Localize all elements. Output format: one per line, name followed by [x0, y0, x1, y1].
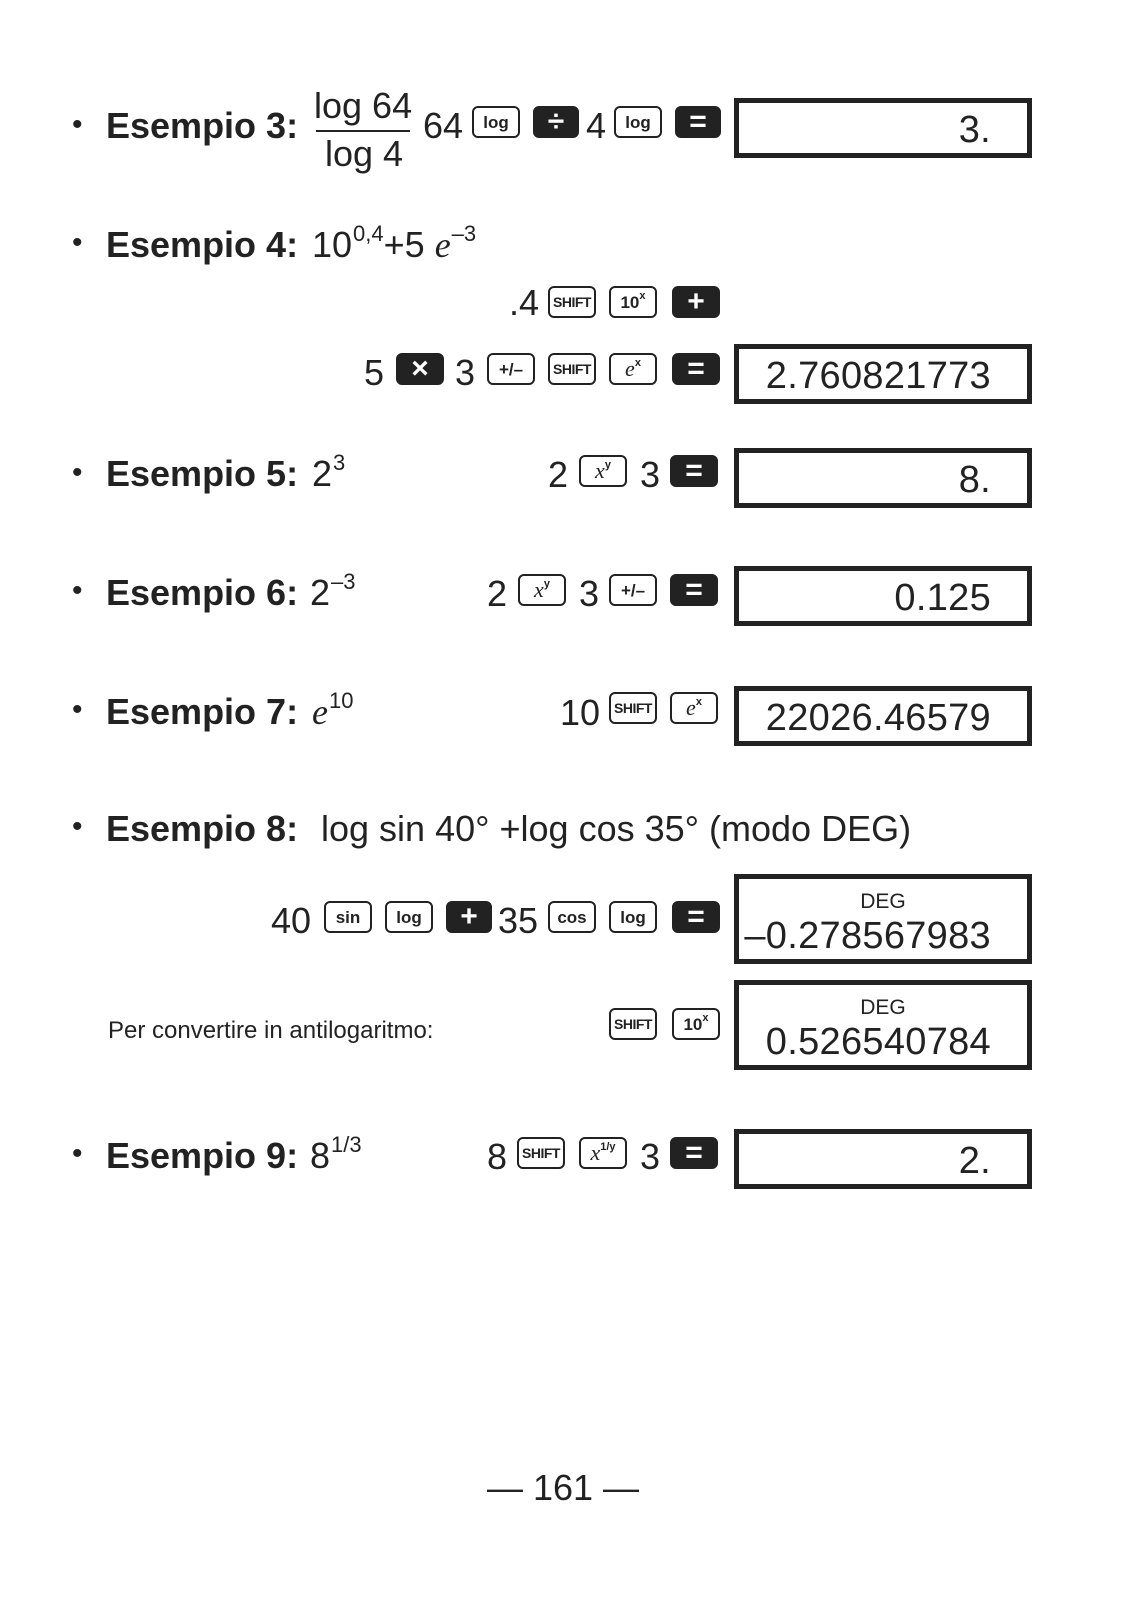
formula-exponent: 3	[333, 450, 346, 475]
calculator-display	[734, 1129, 1032, 1189]
calculator-display	[734, 980, 1032, 1070]
plus-key[interactable]: +	[672, 286, 720, 318]
key-base: x	[595, 458, 605, 483]
display-value: 2.760821773	[765, 355, 991, 397]
example-3-label: Esempio 3:	[106, 105, 299, 146]
bullet: •	[72, 108, 83, 141]
shift-key[interactable]: SHIFT	[548, 353, 596, 385]
example-8-formula: log sin 40° +log cos 35° (modo DEG)	[321, 808, 912, 849]
sin-key[interactable]: sin	[324, 901, 372, 933]
display-value: 3.	[958, 109, 991, 151]
key-sequence-number: 5	[364, 352, 385, 393]
key-sequence-number: 4	[586, 105, 607, 146]
formula-e: e	[312, 692, 328, 732]
key-exponent: y	[543, 577, 550, 590]
plus-minus-key[interactable]: +/–	[487, 353, 535, 385]
plus-key[interactable]: +	[446, 901, 492, 933]
ten-power-x-key[interactable]	[672, 1008, 720, 1040]
example-7-formula	[312, 688, 354, 732]
example-5-formula	[312, 450, 346, 494]
formula-base: 8	[310, 1135, 331, 1176]
example-8-label: Esempio 8:	[106, 808, 299, 849]
bullet: •	[72, 226, 83, 259]
example-4-label: Esempio 4:	[106, 224, 299, 265]
plus-minus-key[interactable]: +/–	[609, 574, 657, 606]
formula-base: 2	[310, 572, 331, 613]
shift-key[interactable]: SHIFT	[517, 1137, 565, 1169]
bullet: •	[72, 574, 83, 607]
key-base: 10	[683, 1014, 703, 1034]
key-sequence-number: 64	[423, 105, 464, 146]
key-exponent: x	[639, 289, 646, 302]
calculator-display	[734, 686, 1032, 746]
calculator-display	[734, 874, 1032, 964]
fraction-denominator: log 4	[325, 133, 404, 174]
calculator-display	[734, 98, 1032, 158]
bullet: •	[72, 810, 83, 843]
deg-indicator: DEG	[860, 996, 906, 1019]
deg-indicator: DEG	[860, 890, 906, 913]
key-sequence-number: 3	[640, 454, 661, 495]
key-sequence-number: 3	[579, 573, 600, 614]
shift-key[interactable]: SHIFT	[609, 1008, 657, 1040]
equals-key[interactable]: =	[672, 901, 720, 933]
equals-key[interactable]: =	[672, 353, 720, 385]
log-key[interactable]: log	[609, 901, 657, 933]
formula-exponent: –3	[451, 221, 477, 246]
key-base: 10	[620, 292, 640, 312]
equals-key[interactable]: =	[675, 106, 721, 138]
divide-key[interactable]: ÷	[533, 106, 579, 138]
equals-key[interactable]: =	[670, 455, 718, 487]
calculator-display	[734, 566, 1032, 626]
key-exponent: x	[702, 1011, 709, 1024]
key-exponent: 1/y	[600, 1140, 616, 1153]
formula-base: 2	[312, 453, 333, 494]
ten-power-x-key[interactable]	[609, 286, 657, 318]
fraction-bar	[316, 130, 410, 132]
key-exponent: y	[604, 458, 611, 471]
x-root-y-key[interactable]	[579, 1137, 627, 1169]
log-key[interactable]: log	[385, 901, 433, 933]
display-value: 8.	[958, 459, 991, 501]
bullet: •	[72, 456, 83, 489]
formula-e: e	[434, 225, 451, 265]
key-sequence-number: 40	[271, 900, 312, 941]
formula-operator: +5	[383, 224, 435, 265]
antilog-note: Per convertire in antilogaritmo:	[108, 1017, 434, 1044]
x-power-y-key[interactable]	[518, 574, 566, 606]
formula-exponent: 1/3	[331, 1132, 362, 1157]
multiply-key[interactable]: ×	[396, 353, 444, 385]
display-value: 0.526540784	[765, 1021, 991, 1063]
key-sequence-number: 8	[487, 1136, 508, 1177]
example-6-label: Esempio 6:	[106, 572, 299, 613]
equals-key[interactable]: =	[670, 1137, 718, 1169]
formula-exponent: 0,4	[353, 221, 384, 246]
example-5-label: Esempio 5:	[106, 453, 299, 494]
e-power-x-key[interactable]	[670, 692, 718, 724]
calculator-display	[734, 344, 1032, 404]
equals-key[interactable]: =	[670, 574, 718, 606]
display-value: –0.278567983	[744, 915, 991, 957]
key-exponent: x	[695, 695, 702, 708]
key-sequence-number: 2	[487, 573, 508, 614]
formula-exponent: –3	[331, 569, 356, 594]
x-power-y-key[interactable]	[579, 455, 627, 487]
key-base: x	[534, 577, 544, 602]
example-4-formula	[312, 221, 477, 265]
formula-base: 10	[312, 224, 353, 265]
example-6-formula	[310, 569, 356, 613]
fraction-numerator: log 64	[314, 85, 413, 126]
key-sequence-number: 10	[560, 692, 601, 733]
calculator-display	[734, 448, 1032, 508]
log-key[interactable]: log	[472, 106, 520, 138]
log-key[interactable]: log	[614, 106, 662, 138]
key-exponent: x	[634, 356, 641, 369]
page-number: — 161 —	[486, 1467, 640, 1508]
key-sequence-number: 3	[640, 1136, 661, 1177]
shift-key[interactable]: SHIFT	[609, 692, 657, 724]
display-value: 2.	[958, 1140, 991, 1182]
bullet: •	[72, 1137, 83, 1170]
key-base: e	[686, 695, 696, 720]
formula-exponent: 10	[328, 688, 354, 713]
key-base: x	[590, 1140, 601, 1165]
bullet: •	[72, 693, 83, 726]
example-9-label: Esempio 9:	[106, 1135, 299, 1176]
e-power-x-key[interactable]	[609, 353, 657, 385]
display-value: 22026.46579	[765, 697, 991, 739]
key-base: e	[625, 356, 635, 381]
key-sequence-number: 2	[548, 454, 569, 495]
example-9-formula	[310, 1132, 362, 1176]
key-sequence-number: 3	[455, 352, 476, 393]
key-sequence-number: 35	[498, 900, 539, 941]
display-value: 0.125	[894, 577, 991, 619]
shift-key[interactable]: SHIFT	[548, 286, 596, 318]
cos-key[interactable]: cos	[548, 901, 596, 933]
key-sequence-number: .4	[509, 282, 540, 323]
example-7-label: Esempio 7:	[106, 691, 299, 732]
